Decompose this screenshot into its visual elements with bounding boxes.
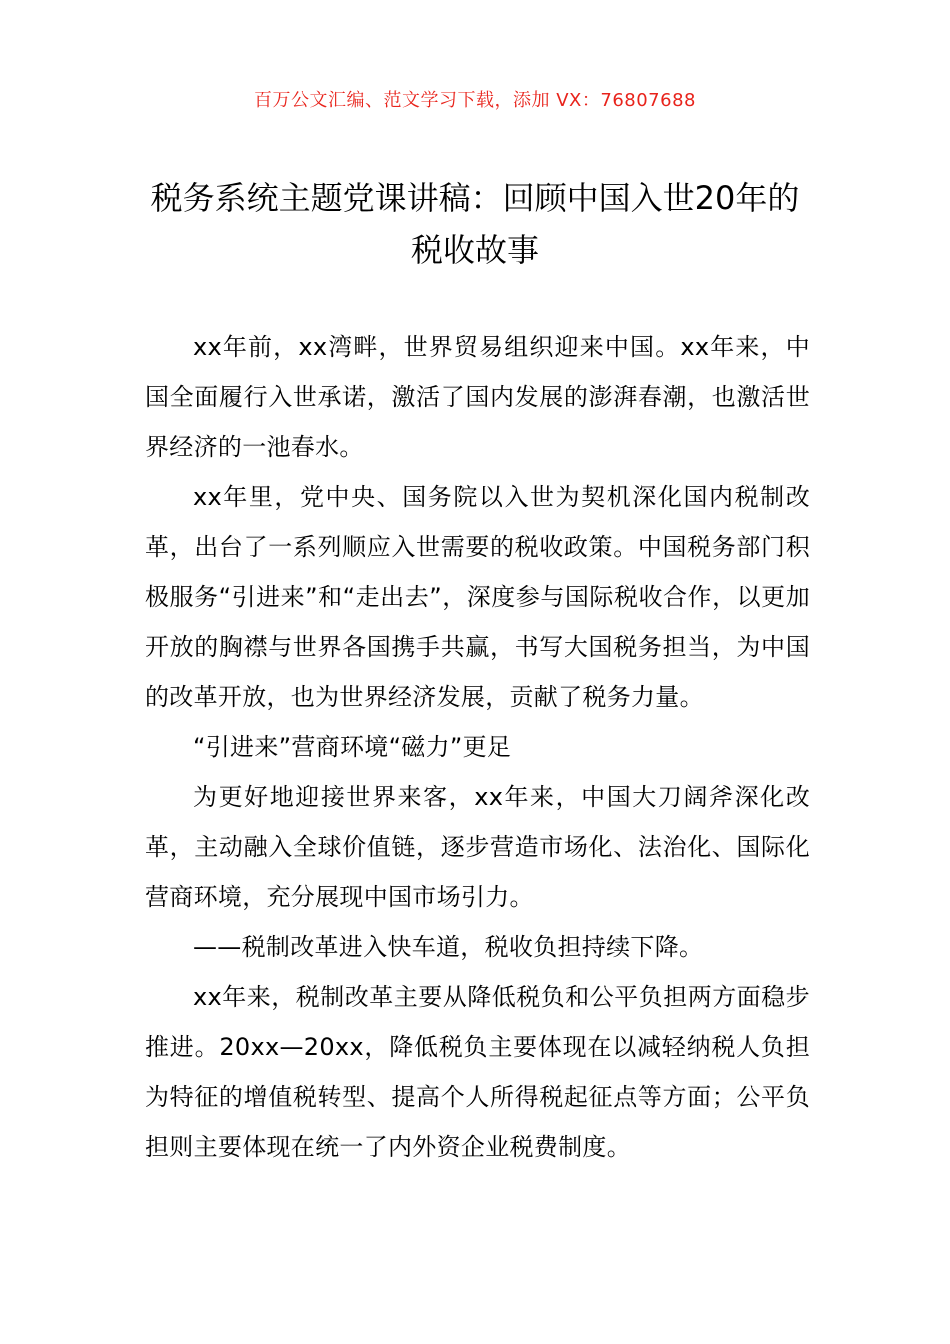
paragraph: 为更好地迎接世界来客，xx年来，中国大刀阔斧深化改革，主动融入全球价值链，逐步营造市场化、法治化、国际化营商环境，充分展现中国市场引力。 [145, 783, 810, 911]
header-note: 百万公文汇编、范文学习下载，添加 VX：76807688 [254, 90, 696, 111]
paragraph: xx年里，党中央、国务院以入世为契机深化国内税制改革，出台了一系列顺应入世需要的税收政策。中国税务部门积极服务“引进来”和“走出去”，深度参与国际税收合作，以更加开放的胸襟与世界各国携手共赢，书写大国税务担当，为中国的改革开放，也为世界经济发展，贡献了税务力量。 [145, 483, 810, 711]
document-title: 税务系统主题党课讲稿：回顾中国入世20年的税收故事 [150, 179, 800, 269]
document-body [145, 322, 810, 1172]
section-heading: “引进来”营商环境“磁力”更足 [193, 733, 512, 761]
paragraph: xx年前，xx湾畔，世界贸易组织迎来中国。xx年来，中国全面履行入世承诺，激活了国内发展的澎湃春潮，也激活世界经济的一池春水。 [145, 333, 810, 461]
paragraph: xx年来，税制改革主要从降低税负和公平负担两方面稳步推进。20xx—20xx，降低税负主要体现在以减轻纳税人负担为特征的增值税转型、提高个人所得税起征点等方面；公平负担则主要体现在统一了内外资企业税费制度。 [145, 983, 810, 1161]
sub-heading: ——税制改革进入快车道，税收负担持续下降。 [193, 933, 704, 961]
